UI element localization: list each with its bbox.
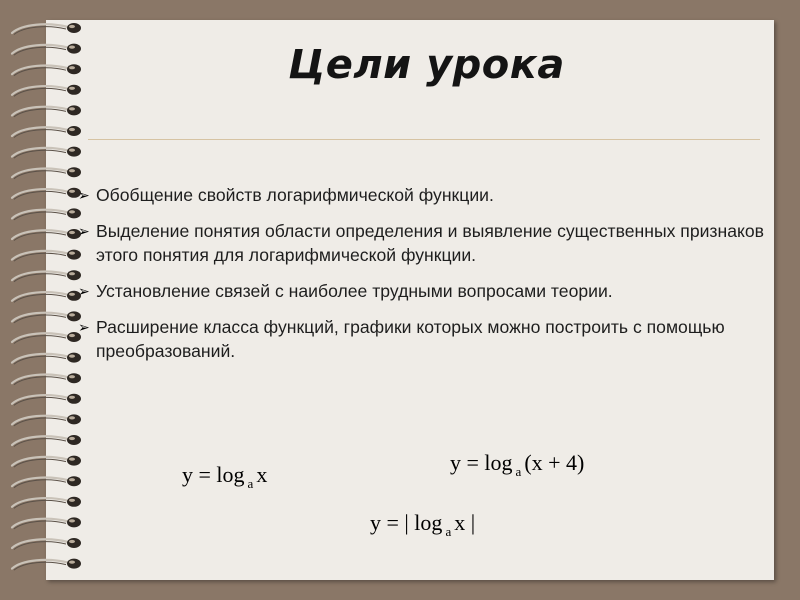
spiral-ring xyxy=(12,105,81,117)
goal-text: Выделение понятия области определения и выявление существенных признаков этого понятия для логарифмической функции. xyxy=(96,221,765,265)
spiral-ring xyxy=(12,373,81,385)
formula-base: a xyxy=(247,476,254,491)
spiral-binding-icon xyxy=(8,16,88,586)
formula-suffix: x xyxy=(256,462,268,487)
spiral-ring xyxy=(12,435,81,447)
arrow-bullet-icon: ➢ xyxy=(78,283,90,299)
goal-text: Обобщение свойств логарифмической функции. xyxy=(96,185,494,205)
spiral-ring xyxy=(12,311,81,323)
goal-text: Установление связей с наиболее трудными вопросами теории. xyxy=(96,281,613,301)
goal-text: Расширение класса функций, графики которых можно построить с помощью преобразований. xyxy=(96,317,725,361)
formula-base: a xyxy=(515,464,522,479)
spiral-ring xyxy=(12,229,81,241)
spiral-ring xyxy=(12,208,81,220)
formula-prefix: y = log xyxy=(182,462,245,487)
spiral-ring xyxy=(12,559,81,571)
spiral-ring xyxy=(12,126,81,138)
title-divider xyxy=(88,139,760,140)
spiral-ring xyxy=(12,414,81,426)
arrow-bullet-icon: ➢ xyxy=(78,223,90,239)
spiral-ring xyxy=(12,270,81,282)
spiral-ring xyxy=(12,456,81,468)
spiral-ring xyxy=(12,291,81,303)
arrow-bullet-icon: ➢ xyxy=(78,187,90,203)
formula-base: a xyxy=(445,524,452,539)
spiral-ring xyxy=(12,517,81,529)
spiral-ring xyxy=(12,332,81,344)
goals-list xyxy=(78,183,778,375)
formula-log xyxy=(182,462,267,492)
spiral-ring xyxy=(12,538,81,550)
goal-item xyxy=(78,315,778,363)
spiral-ring xyxy=(12,147,81,159)
spiral-ring xyxy=(12,497,81,509)
formula-suffix: x | xyxy=(454,510,476,535)
goal-item xyxy=(78,279,778,303)
goal-item xyxy=(78,183,778,207)
spiral-ring xyxy=(12,250,81,262)
formula-log-abs xyxy=(370,510,475,540)
spiral-ring xyxy=(12,188,81,200)
goal-item xyxy=(78,219,778,267)
spiral-ring xyxy=(12,23,81,35)
formula-prefix: y = | log xyxy=(370,510,443,535)
spiral-ring xyxy=(12,353,81,365)
slide-title: Цели урока xyxy=(288,42,565,88)
arrow-bullet-icon: ➢ xyxy=(78,319,90,335)
formula-log-shift xyxy=(450,450,584,480)
spiral-ring xyxy=(12,394,81,406)
spiral-ring xyxy=(12,476,81,488)
formula-suffix: (x + 4) xyxy=(524,450,585,475)
spiral-ring xyxy=(12,167,81,179)
formula-prefix: y = log xyxy=(450,450,513,475)
